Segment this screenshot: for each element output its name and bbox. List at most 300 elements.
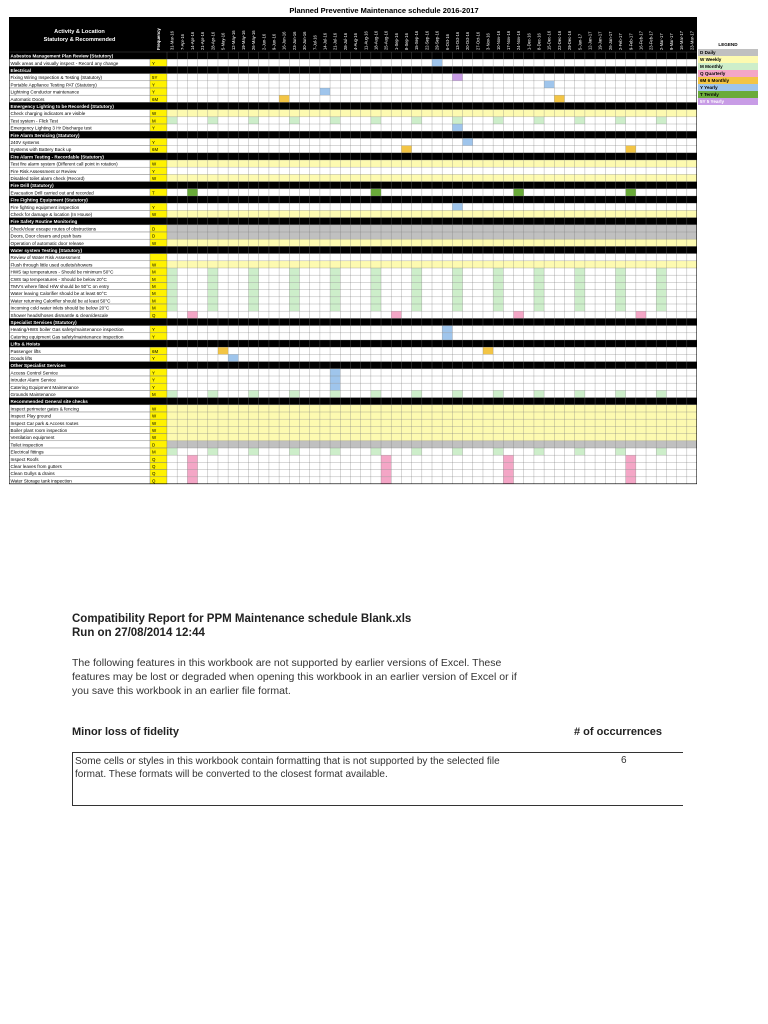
monthly-mark [534, 390, 544, 397]
frequency-code: M [152, 392, 156, 397]
monthly-mark [575, 448, 585, 455]
date-header: 29-Dec-16 [567, 30, 573, 50]
section-label: Electrical [10, 68, 31, 73]
section-label: Fire Alarm Testing - Recordable (Statutory) [10, 154, 104, 160]
date-header: 6-Oct-16 [444, 34, 450, 50]
monthly-mark [167, 275, 177, 282]
monthly-mark [534, 275, 544, 282]
date-header: 21-Jul-16 [332, 32, 338, 50]
activity-label: Toilet inspection [10, 442, 44, 448]
monthly-mark [412, 304, 422, 311]
monthly-mark [371, 304, 381, 311]
activity-label: Ventilation equipment [10, 435, 55, 441]
monthly-mark [289, 282, 299, 289]
monthly-mark [493, 117, 503, 124]
report-header-row [72, 726, 682, 742]
monthly-mark [615, 290, 625, 297]
activity-label: Heating/HWS boiler Gas safety/maintenance inspection [10, 327, 124, 333]
monthly-mark [167, 304, 177, 311]
schedule-mark [330, 376, 340, 383]
date-header: 14-Apr-16 [189, 31, 195, 50]
monthly-mark [412, 117, 422, 124]
section-row [9, 153, 697, 160]
monthly-mark [167, 117, 177, 124]
monthly-mark [208, 390, 218, 397]
schedule-mark [279, 95, 289, 102]
monthly-mark [656, 290, 666, 297]
date-header: 5-May-16 [220, 32, 226, 50]
monthly-mark [615, 117, 625, 124]
date-header: 12-Jan-17 [587, 31, 593, 50]
section-row [9, 196, 697, 203]
date-header: 25-Aug-16 [383, 30, 389, 50]
frequency-code: W [152, 428, 157, 433]
section-label: Fire Alarm Servicing (Statutory) [10, 132, 80, 138]
schedule-mark [626, 455, 636, 462]
monthly-mark [167, 448, 177, 455]
activity-label: Water Storage tank inspection [10, 478, 72, 484]
section-label: Lifts & Hoists [10, 341, 41, 347]
activity-label: Clear leaves from gutters [10, 464, 62, 469]
monthly-mark [249, 282, 259, 289]
frequency-code: Y [152, 370, 155, 376]
monthly-mark [289, 297, 299, 304]
monthly-mark [167, 290, 177, 297]
date-header: 23-Mar-17 [689, 31, 695, 50]
monthly-mark [330, 117, 340, 124]
date-header: 8-Sep-16 [404, 33, 410, 50]
schedule-mark [503, 470, 513, 477]
frequency-code: D [152, 226, 156, 232]
date-header: 14-Jul-16 [322, 32, 328, 50]
monthly-mark [575, 390, 585, 397]
monthly-mark [615, 297, 625, 304]
report-intro: The following features in this workbook are not supported by earlier versions of Excel. These features may be lost or degraded when opening this workbook in an earlier version of Excel or if you save this workbook in an earlier file format. [72, 657, 517, 697]
date-header: 16-Feb-17 [638, 31, 644, 50]
monthly-mark [249, 304, 259, 311]
activity-label: Flush through little used outlets/showers [10, 262, 93, 268]
frequency-code: W [152, 262, 157, 268]
monthly-mark [167, 297, 177, 304]
section-label: Water system Testing (Statutory) [10, 248, 82, 253]
monthly-mark [371, 290, 381, 297]
monthly-mark [452, 290, 462, 297]
frequency-code: M [152, 298, 156, 304]
frequency-cell [150, 254, 167, 261]
frequency-code: 6M [152, 147, 159, 153]
monthly-mark [575, 117, 585, 124]
frequency-code: Y [152, 334, 155, 340]
monthly-mark [493, 297, 503, 304]
schedule-mark [483, 347, 493, 354]
monthly-mark [371, 275, 381, 282]
monthly-mark [615, 282, 625, 289]
monthly-mark [493, 268, 503, 275]
frequency-code: M [152, 449, 156, 455]
activity-label: Automatic Doors [10, 96, 45, 102]
schedule-mark [401, 146, 411, 153]
monthly-mark [452, 448, 462, 455]
activity-label: Doors, Door closers and push bars [10, 233, 82, 239]
activity-label: Check charging indicators are visible [10, 111, 86, 117]
monthly-mark [452, 304, 462, 311]
monthly-mark [371, 282, 381, 289]
monthly-mark [493, 390, 503, 397]
date-header: 11-Aug-16 [363, 31, 369, 50]
section-label: Fire Fighting Equipment (Statutory) [10, 197, 88, 203]
monthly-mark [371, 117, 381, 124]
date-header: 2-Feb-17 [618, 33, 624, 50]
schedule-mark [442, 326, 452, 333]
schedule-mark [371, 189, 381, 196]
monthly-mark [412, 297, 422, 304]
schedule-mark [381, 477, 391, 484]
legend-item-6m: 6M 6 Monthly [698, 77, 758, 84]
monthly-mark [656, 275, 666, 282]
monthly-mark [289, 390, 299, 397]
date-header: 3-Nov-16 [485, 33, 491, 50]
activity-label: Check for damage & location (In House) [10, 212, 93, 217]
issue-row [72, 752, 683, 806]
date-header: 8-Dec-16 [536, 33, 542, 50]
monthly-mark [208, 282, 218, 289]
monthly-mark [575, 275, 585, 282]
activity-label: Passenger lifts [10, 348, 41, 354]
activity-label: Operation of automatic door release [10, 240, 84, 246]
activity-label: Boiler plant room inspection [10, 428, 68, 433]
activity-label: Grounds Maintenance [10, 392, 56, 397]
schedule-mark [381, 455, 391, 462]
schedule-mark [187, 462, 197, 469]
activity-label: Evacuation Drill carried out and recorded [10, 190, 94, 196]
monthly-mark [208, 268, 218, 275]
date-header: 26-May-16 [251, 30, 257, 50]
date-header: 9-Jun-16 [271, 33, 277, 50]
schedule-mark [463, 138, 473, 145]
frequency-code: Q [152, 312, 156, 318]
date-header: 7-Jul-16 [312, 35, 318, 50]
date-header: 31-Mar-16 [169, 31, 175, 50]
issue-count: 6 [621, 755, 627, 766]
activity-label: Goods lifts [10, 356, 33, 361]
monthly-mark [534, 268, 544, 275]
activity-label: Fire Risk Assessment or Review [10, 168, 77, 174]
monthly-mark [656, 117, 666, 124]
frequency-code: W [152, 413, 157, 419]
date-header: 1-Sep-16 [393, 33, 399, 50]
monthly-mark [656, 448, 666, 455]
date-header: 17-Nov-16 [505, 30, 511, 50]
monthly-mark [249, 117, 259, 124]
activity-label: Fixing Wiring Inspection & Testing (Statutory) [10, 75, 103, 81]
activity-label: Portable Appliance Testing PAT (Statutory) [10, 82, 97, 88]
monthly-mark [330, 304, 340, 311]
monthly-mark [208, 297, 218, 304]
monthly-mark [412, 290, 422, 297]
frequency-code: Q [152, 456, 156, 462]
frequency-code: W [152, 240, 157, 246]
legend-item-m: M Monthly [698, 63, 758, 70]
monthly-mark [249, 448, 259, 455]
date-header: 9-Mar-17 [669, 33, 675, 50]
activity-label: Inspect perimeter gates & fencing [10, 406, 79, 412]
frequency-code: W [152, 420, 157, 426]
activity-label: Catering equipment Gas safety/maintenance inspection [10, 334, 124, 340]
frequency-code: Y [152, 327, 155, 333]
monthly-mark [575, 304, 585, 311]
frequency-code: Y [152, 384, 155, 390]
monthly-mark [330, 390, 340, 397]
monthly-mark [330, 268, 340, 275]
legend-item-t: T Termly [698, 91, 758, 98]
date-header: 7-Apr-16 [179, 34, 185, 50]
date-header: 15-Dec-16 [546, 30, 552, 50]
activity-label: HWS tap temperatures - Should be minimum 50°C [10, 269, 114, 275]
schedule-mark [544, 81, 554, 88]
monthly-mark [412, 268, 422, 275]
activity-label: 240V systems [10, 140, 40, 145]
frequency-code: M [152, 291, 156, 297]
monthly-mark [656, 282, 666, 289]
monthly-mark [289, 304, 299, 311]
monthly-mark [249, 290, 259, 297]
frequency-code: M [152, 269, 156, 275]
section-label: Emergency Lighting to be Recorded (Statutory) [10, 104, 114, 109]
activity-label: TMV's where fitted H/W should be 50°C on entry [10, 284, 110, 289]
activity-label: Emergency Lighting 3 Hr Discharge test [10, 125, 92, 131]
frequency-code: D [152, 233, 156, 239]
legend [698, 42, 758, 105]
issue-description: Some cells or styles in this workbook contain formatting that is not supported by the selected file format. These formats will be converted to the closest format available. [75, 756, 500, 780]
section-row [9, 398, 697, 405]
frequency-code: 5Y [152, 75, 158, 81]
monthly-mark [575, 290, 585, 297]
activity-label: Fire fighting equipment inspection [10, 204, 80, 210]
section-row [9, 218, 697, 225]
monthly-mark [330, 282, 340, 289]
activity-label: Access Control Service [10, 370, 58, 376]
section-row [9, 131, 697, 138]
report-run-date: Run on 27/08/2014 12:44 [72, 627, 205, 639]
monthly-mark [452, 282, 462, 289]
date-header: 27-Oct-16 [475, 31, 481, 50]
monthly-mark [615, 448, 625, 455]
activity-label: Disabled toilet alarm check (Record) [10, 176, 85, 181]
monthly-mark [412, 282, 422, 289]
schedule-mark [432, 59, 442, 66]
schedule-mark [187, 470, 197, 477]
occurrences-heading: # of occurrences [574, 726, 663, 738]
date-header: 13-Oct-16 [454, 31, 460, 50]
activity-label: Test fire alarm system (Different call point in rotation) [10, 161, 118, 167]
activity-label: Inspect Car park & Access routes [10, 420, 79, 426]
activity-label: Inspect Roofs [10, 456, 39, 462]
frequency-code: Y [152, 60, 155, 66]
section-label: Specialist Services (Statutory) [10, 320, 77, 325]
monthly-mark [167, 268, 177, 275]
frequency-code: 6M [152, 348, 159, 354]
monthly-mark [289, 268, 299, 275]
monthly-mark [208, 304, 218, 311]
frequency-code: Y [152, 125, 155, 131]
monthly-mark [167, 282, 177, 289]
frequency-code: Q [152, 464, 156, 469]
frequency-code: W [152, 406, 157, 412]
monthly-mark [534, 282, 544, 289]
monthly-mark [330, 448, 340, 455]
frequency-code: Y [152, 204, 155, 210]
monthly-mark [534, 290, 544, 297]
statutory-header: Statutory & Recommended [43, 37, 116, 43]
monthly-mark [371, 448, 381, 455]
schedule-mark [320, 88, 330, 95]
section-label: Fire Drill (Statutory) [10, 183, 54, 189]
monthly-mark [452, 297, 462, 304]
schedule-mark [626, 477, 636, 484]
schedule-mark [187, 455, 197, 462]
date-header: 9-Feb-17 [628, 33, 634, 50]
section-row [9, 318, 697, 325]
activity-label: Check/clear escape routes of obstructions [10, 226, 97, 232]
monthly-mark [249, 268, 259, 275]
frequency-code: Y [152, 168, 155, 174]
section-row [9, 340, 697, 347]
monthly-mark [452, 268, 462, 275]
legend-item-w: W Weekly [698, 56, 758, 63]
monthly-mark [534, 304, 544, 311]
report-title: Compatibility Report for PPM Maintenance schedule Blank.xls [72, 613, 412, 625]
date-header: 16-Mar-17 [679, 31, 685, 50]
date-header: 23-Feb-17 [648, 31, 654, 50]
frequency-code: W [152, 435, 157, 441]
frequency-code: W [152, 161, 157, 167]
activity-label: Systems with Battery Back up [10, 147, 72, 153]
monthly-mark [208, 290, 218, 297]
frequency-code: M [152, 284, 156, 289]
activity-header: Activity & Location [54, 29, 105, 35]
activity-label: Water leaving Calorifier should be at least 60°C [10, 291, 107, 297]
schedule-mark [391, 311, 401, 318]
section-row [9, 182, 697, 189]
activity-label: CWS tap temperatures - Should be below 20°C [10, 276, 107, 282]
date-header: 2-Jun-16 [261, 33, 267, 50]
legend-item-v: 5Y 5 Yearly [698, 98, 758, 105]
monthly-mark [371, 390, 381, 397]
date-header: 15-Sep-16 [414, 30, 420, 50]
schedule-mark [554, 95, 564, 102]
monthly-mark [534, 448, 544, 455]
date-header: 16-Jun-16 [281, 31, 287, 50]
schedule-mark [218, 347, 228, 354]
monthly-mark [330, 275, 340, 282]
date-header: 30-Jun-16 [302, 31, 308, 50]
activity-label: Catering Equipment Maintenance [10, 384, 79, 390]
legend-item-y: Y Yearly [698, 84, 758, 91]
monthly-mark [289, 117, 299, 124]
date-header: 22-Sep-16 [424, 30, 430, 50]
date-header: 24-Nov-16 [516, 30, 522, 50]
schedule-mark [442, 333, 452, 340]
compatibility-report [72, 612, 682, 806]
activity-label: Review of Water Risk Assessment [10, 255, 81, 261]
schedule-mark [452, 203, 462, 210]
date-header: 4-Aug-16 [353, 33, 359, 50]
date-header: 28-Apr-16 [210, 31, 216, 50]
section-label: Asbestos Management Plan Review (Statutory) [10, 53, 114, 59]
monthly-mark [208, 275, 218, 282]
monthly-mark [412, 448, 422, 455]
activity-label: Electrical fittings [10, 449, 44, 455]
date-header: 19-Jan-17 [597, 31, 603, 50]
schedule-mark [452, 124, 462, 131]
schedule-mark [503, 455, 513, 462]
date-header: 12-May-16 [230, 30, 236, 50]
page-title: Planned Preventive Maintenance schedule 2016-2017 [289, 6, 479, 15]
monthly-mark [615, 275, 625, 282]
date-header: 2-Mar-17 [658, 33, 664, 50]
section-label: Other Specialist Services [10, 363, 66, 369]
section-row [9, 66, 697, 73]
legend-item-q: Q Quarterly [698, 70, 758, 77]
monthly-mark [575, 282, 585, 289]
schedule-mark [381, 462, 391, 469]
frequency-code: Q [152, 471, 156, 477]
monthly-mark [493, 290, 503, 297]
activity-label: Intruder Alarm Service [10, 377, 56, 383]
section-label: Recommended General site checks [10, 399, 88, 405]
monthly-mark [656, 297, 666, 304]
monthly-mark [371, 268, 381, 275]
frequency-code: Y [152, 377, 155, 383]
monthly-mark [615, 390, 625, 397]
frequency-code: M [152, 118, 156, 124]
activity-label: Water returning Calorifier should be at least 50°C [10, 298, 111, 304]
legend-list [698, 49, 758, 105]
monthly-mark [167, 390, 177, 397]
legend-item-d: D Daily [698, 49, 758, 56]
schedule-grid [9, 17, 697, 489]
monthly-mark [534, 297, 544, 304]
date-header: 29-Sep-16 [434, 30, 440, 50]
schedule-mark [514, 189, 524, 196]
schedule-mark [187, 477, 197, 484]
schedule-mark [187, 311, 197, 318]
frequency-code: W [152, 176, 157, 181]
monthly-mark [493, 275, 503, 282]
frequency-code: Q [152, 478, 156, 484]
activity-label: Lightning Conductor maintenance [10, 89, 80, 95]
monthly-mark [330, 290, 340, 297]
activity-label: Shower heads/hoses dismantle & clean/descale [10, 312, 109, 318]
monthly-mark [575, 297, 585, 304]
date-header: 20-Oct-16 [465, 31, 471, 50]
frequency-code: M [152, 305, 156, 311]
date-header: 19-May-16 [240, 30, 246, 50]
monthly-mark [575, 268, 585, 275]
monthly-mark [493, 448, 503, 455]
monthly-mark [452, 275, 462, 282]
schedule-mark [187, 189, 197, 196]
monthly-mark [615, 304, 625, 311]
monthly-mark [656, 390, 666, 397]
section-label: Fire Safety Routine Monitoring [10, 219, 78, 225]
monthly-mark [289, 290, 299, 297]
activity-label: Walk areas and visually inspect - Record any change [10, 60, 119, 66]
schedule-mark [626, 462, 636, 469]
monthly-mark [452, 117, 462, 124]
monthly-mark [615, 268, 625, 275]
monthly-mark [452, 390, 462, 397]
